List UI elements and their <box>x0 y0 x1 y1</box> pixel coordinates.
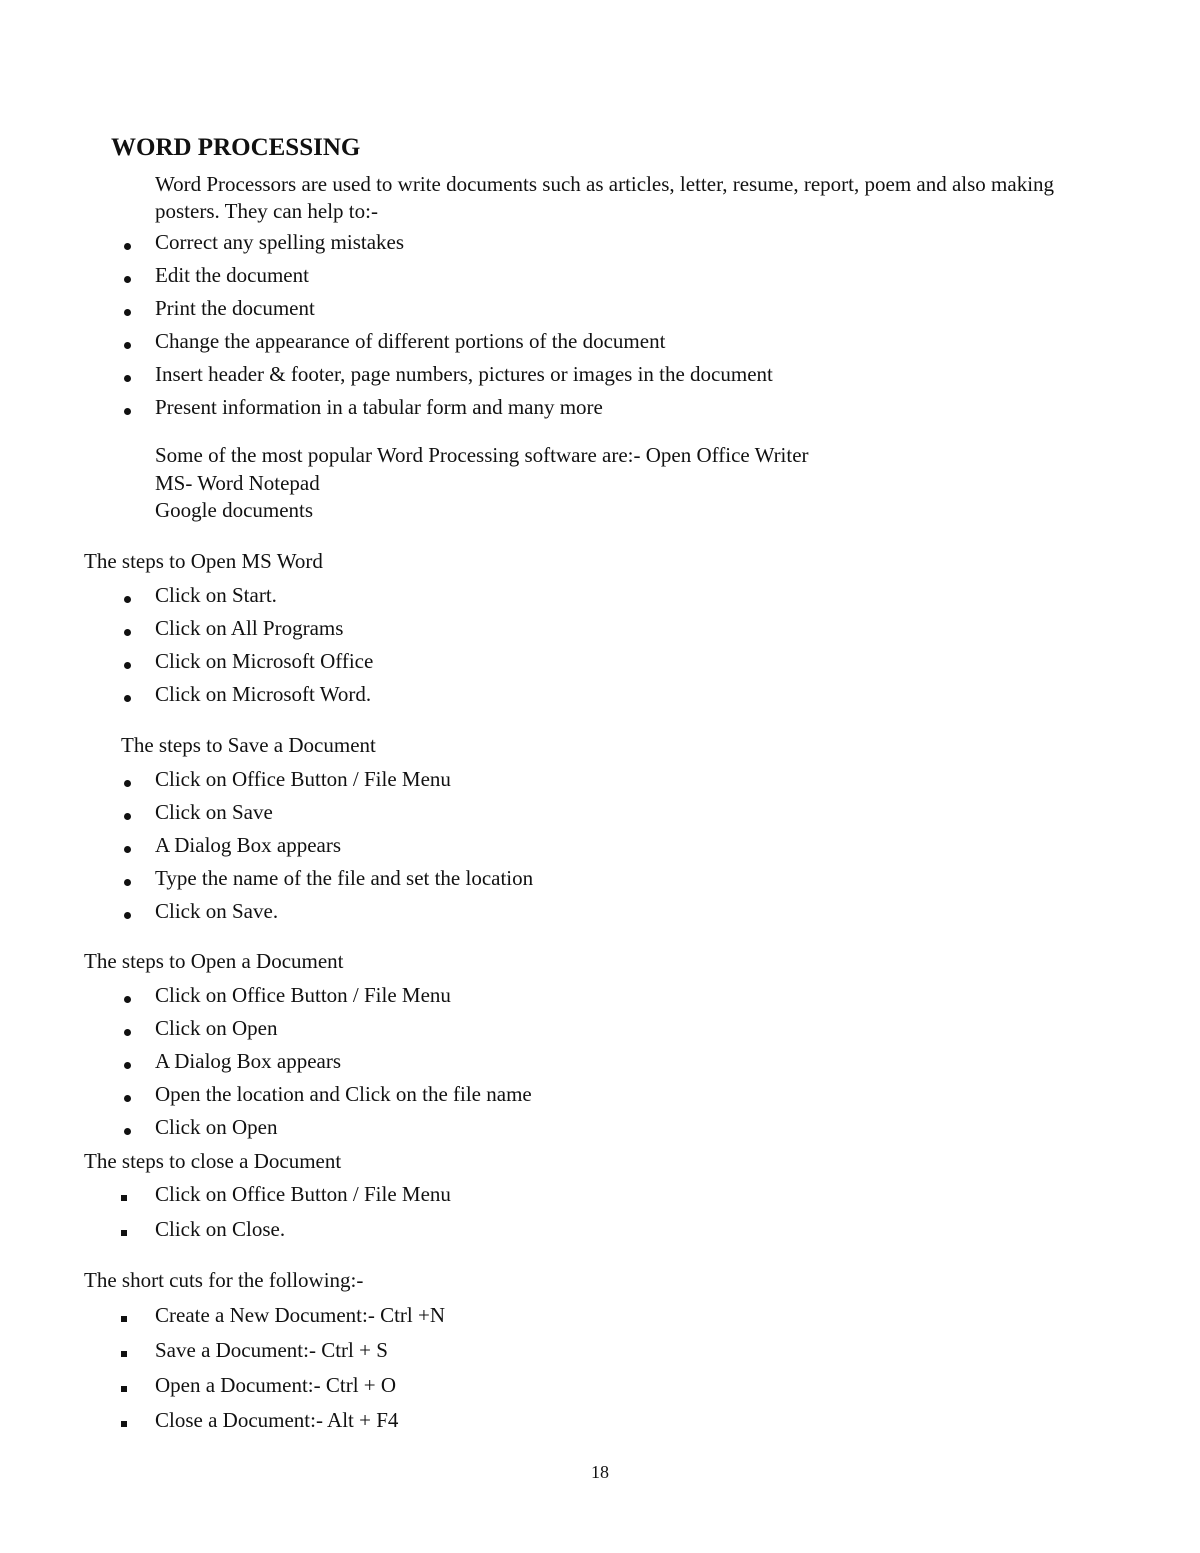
list-item: Print the document <box>0 295 773 328</box>
bullet-square-icon <box>121 1316 127 1322</box>
bullet-dot-icon <box>124 662 131 669</box>
intro-paragraph: Word Processors are used to write documents such as articles, letter, resume, report, poem and also making posters. They can help to:- <box>155 172 1055 223</box>
bullet-square-icon <box>121 1351 127 1357</box>
bullet-square-icon <box>121 1195 127 1201</box>
open-document-title: The steps to Open a Document <box>84 949 344 973</box>
bullet-dot-icon <box>124 629 131 636</box>
list-item: Click on Office Button / File Menu <box>0 766 533 799</box>
bullet-dot-icon <box>124 912 131 919</box>
list-item: Click on Office Button / File Menu <box>0 1181 451 1216</box>
bullet-dot-icon <box>124 243 131 250</box>
page-number: 18 <box>591 1462 609 1482</box>
close-document-title: The steps to close a Document <box>84 1149 342 1173</box>
shortcuts-title: The short cuts for the following:- <box>84 1268 364 1292</box>
list-item: Click on Microsoft Word. <box>0 681 373 714</box>
list-item: Click on Save <box>0 799 533 832</box>
bullet-dot-icon <box>124 309 131 316</box>
list-item: Create a New Document:- Ctrl +N <box>0 1302 445 1337</box>
bullet-dot-icon <box>124 596 131 603</box>
save-document-title: The steps to Save a Document <box>121 733 376 757</box>
list-item: Open a Document:- Ctrl + O <box>0 1372 445 1407</box>
save-document-steps <box>0 766 533 931</box>
open-word-steps <box>0 582 373 714</box>
list-item: Change the appearance of different portions of the document <box>0 328 773 361</box>
list-item: Click on Microsoft Office <box>0 648 373 681</box>
bullet-dot-icon <box>124 1095 131 1102</box>
list-item: Insert header & footer, page numbers, pictures or images in the document <box>0 361 773 394</box>
bullet-dot-icon <box>124 1062 131 1069</box>
close-document-steps <box>0 1181 451 1251</box>
list-item: Click on Open <box>0 1015 532 1048</box>
popular-software-line-3: Google documents <box>155 498 314 522</box>
bullet-dot-icon <box>124 276 131 283</box>
list-item: Type the name of the file and set the location <box>0 865 533 898</box>
bullet-dot-icon <box>124 375 131 382</box>
bullet-dot-icon <box>124 879 131 886</box>
list-item: Click on Save. <box>0 898 533 931</box>
page-title: WORD PROCESSING <box>111 134 361 161</box>
bullet-dot-icon <box>124 342 131 349</box>
bullet-dot-icon <box>124 408 131 415</box>
bullet-square-icon <box>121 1230 127 1236</box>
popular-software-line-1: Some of the most popular Word Processing software are:- Open Office Writer <box>155 443 809 467</box>
open-word-title: The steps to Open MS Word <box>84 549 323 573</box>
bullet-dot-icon <box>124 846 131 853</box>
list-item: A Dialog Box appears <box>0 1048 532 1081</box>
list-item: Click on Start. <box>0 582 373 615</box>
list-item: Click on Close. <box>0 1216 451 1251</box>
open-document-steps <box>0 982 532 1147</box>
shortcuts-list <box>0 1302 445 1442</box>
list-item: Present information in a tabular form and many more <box>0 394 773 427</box>
bullet-square-icon <box>121 1421 127 1427</box>
list-item: A Dialog Box appears <box>0 832 533 865</box>
bullet-square-icon <box>121 1386 127 1392</box>
list-item: Open the location and Click on the file name <box>0 1081 532 1114</box>
capabilities-list <box>0 229 773 427</box>
list-item: Save a Document:- Ctrl + S <box>0 1337 445 1372</box>
list-item: Correct any spelling mistakes <box>0 229 773 262</box>
list-item: Click on All Programs <box>0 615 373 648</box>
popular-software-line-2: MS- Word Notepad <box>155 471 320 495</box>
list-item: Close a Document:- Alt + F4 <box>0 1407 445 1442</box>
bullet-dot-icon <box>124 1029 131 1036</box>
bullet-dot-icon <box>124 1128 131 1135</box>
bullet-dot-icon <box>124 813 131 820</box>
bullet-dot-icon <box>124 695 131 702</box>
list-item: Edit the document <box>0 262 773 295</box>
bullet-dot-icon <box>124 996 131 1003</box>
list-item: Click on Office Button / File Menu <box>0 982 532 1015</box>
list-item: Click on Open <box>0 1114 532 1147</box>
bullet-dot-icon <box>124 780 131 787</box>
